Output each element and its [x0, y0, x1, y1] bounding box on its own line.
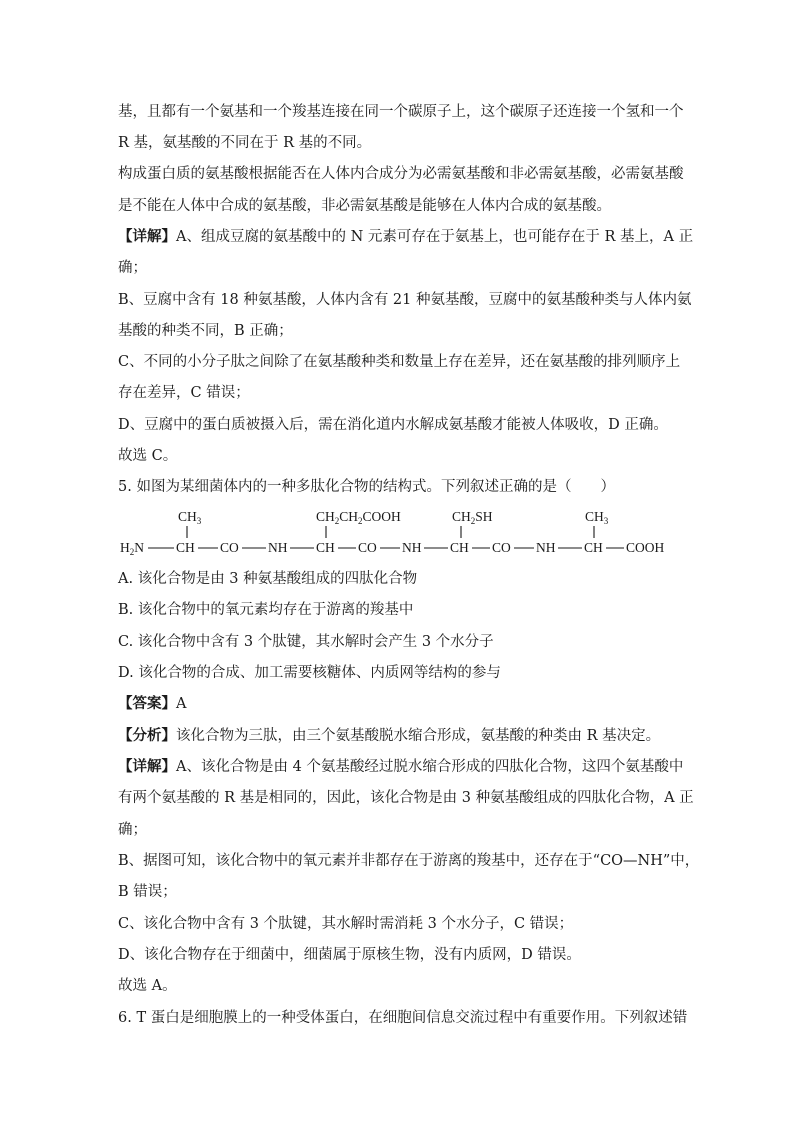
section-label: 【详解】: [118, 758, 176, 775]
backbone-ch-3: CH: [450, 540, 469, 555]
backbone-nh-3: NH: [536, 540, 556, 555]
text-line: C、不同的小分子肽之间除了在氨基酸种类和数量上存在差异，还在氨基酸的排列顺序上: [118, 354, 681, 370]
option-a: A. 该化合物是由 3 种氨基酸组成的四肽化合物: [118, 571, 418, 587]
text-line: D、豆腐中的蛋白质被摄入后，需在消化道内水解成氨基酸才能被人体吸收，D 正确。: [118, 417, 668, 433]
line-body: 该化合物为三肽，由三个氨基酸脱水缩合形成，氨基酸的种类由 R 基决定。: [176, 728, 661, 744]
text-line: 构成蛋白质的氨基酸根据能否在人体内合成分为必需氨基酸和非必需氨基酸，必需氨基酸: [118, 166, 684, 182]
text-line: 是不能在人体中合成的氨基酸，非必需氨基酸是能够在人体内合成的氨基酸。: [118, 198, 611, 214]
option-b: B. 该化合物中的氧元素均存在于游离的羧基中: [118, 602, 414, 618]
side-chain-2: $CH_2CH_2COOH$: [316, 509, 401, 526]
text-line: 基酸的种类不同，B 正确；: [118, 323, 293, 339]
analysis-line: [118, 726, 678, 746]
line-body: A、该化合物是由 4 个氨基酸经过脱水缩合形成的四肽化合物，这四个氨基酸中: [176, 759, 684, 775]
section-label: 【答案】: [118, 695, 176, 712]
side-chain-4: $CH_3$: [585, 509, 609, 526]
backbone-ch-4: CH: [584, 540, 603, 555]
section-label: 【分析】: [118, 727, 176, 744]
answer-line: [118, 694, 678, 714]
backbone-h2n: $H_2N$: [120, 540, 144, 557]
text-line: B 错误；: [118, 884, 177, 900]
option-c: C. 该化合物中含有 3 个肽键，其水解时会产生 3 个水分子: [118, 634, 494, 650]
explanation-line: [118, 757, 684, 777]
text-line: 确；: [118, 822, 147, 838]
text-line: C、该化合物中含有 3 个肽键，其水解时需消耗 3 个水分子，C 错误；: [118, 916, 574, 932]
side-chain-1: $CH_3$: [178, 509, 202, 526]
text-line: B、豆腐中含有 18 种氨基酸，人体内含有 21 种氨基酸，豆腐中的氨基酸种类与人体内氨: [118, 292, 692, 308]
text-line: [118, 227, 694, 247]
question-5: 5. 如图为某细菌体内的一种多肽化合物的结构式。下列叙述正确的是（ ）: [118, 479, 615, 495]
text-line: R 基，氨基酸的不同在于 R 基的不同。: [118, 135, 372, 151]
text-line: 基，且都有一个氨基和一个羧基连接在同一个碳原子上，这个碳原子还连接一个氢和一个: [118, 104, 684, 120]
backbone-nh-1: NH: [268, 540, 288, 555]
backbone-co-3: CO: [492, 540, 511, 555]
backbone-cooh: COOH: [626, 540, 665, 555]
backbone-co-2: CO: [358, 540, 377, 555]
section-label: 【详解】: [118, 228, 176, 245]
backbone-nh-2: NH: [402, 540, 422, 555]
backbone-ch-1: CH: [176, 540, 195, 555]
question-6: 6. T 蛋白是细胞膜上的一种受体蛋白，在细胞间信息交流过程中有重要作用。下列叙述错: [118, 1010, 688, 1026]
side-chain-3: $CH_2SH$: [452, 509, 493, 526]
backbone-co-1: CO: [220, 540, 239, 555]
backbone-ch-2: CH: [316, 540, 335, 555]
text-line: 故选 A。: [118, 978, 177, 994]
option-d: D. 该化合物的合成、加工需要核糖体、内质网等结构的参与: [118, 665, 501, 681]
line-body: A: [176, 696, 187, 712]
line-body: A、组成豆腐的氨基酸中的 N 元素可存在于氨基上，也可能存在于 R 基上，A 正: [176, 229, 694, 245]
text-line: B、据图可知，该化合物中的氧元素并非都存在于游离的羧基中，还存在于“CO—NH”中，: [118, 853, 700, 869]
text-line: 故选 C。: [118, 448, 178, 464]
text-line: D、该化合物存在于细菌中，细菌属于原核生物，没有内质网，D 错误。: [118, 947, 581, 963]
text-line: 确；: [118, 260, 147, 276]
text-line: 有两个氨基酸的 R 基是相同的，因此，该化合物是由 3 种氨基酸组成的四肽化合物，A 正: [118, 790, 694, 806]
text-line: 存在差异，C 错误；: [118, 385, 250, 401]
peptide-structural-formula: [118, 506, 678, 558]
